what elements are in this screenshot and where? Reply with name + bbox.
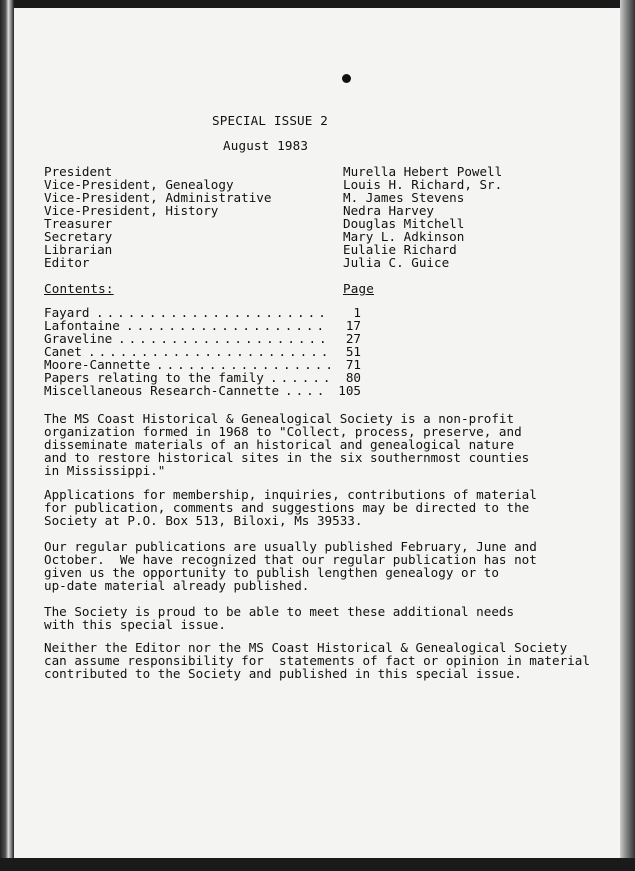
- document-page: [14, 8, 620, 858]
- officer-name: Douglas Mitchell: [343, 216, 465, 231]
- scan-right-edge: [620, 0, 635, 871]
- toc-leader-dots: ......................: [96, 305, 329, 320]
- toc-leader-dots: ...................: [126, 318, 328, 333]
- scan-bottom-edge: [0, 858, 635, 871]
- officer-role: Editor: [44, 255, 90, 270]
- disclaimer-paragraph: Neither the Editor nor the MS Coast Historical & Genealogical Society can assume responsibility for statements of fact or opinion in material contributed to the Society and published in this special issue.: [44, 640, 590, 681]
- officer-role: Secretary: [44, 229, 113, 244]
- toc-page-number: 105: [338, 383, 361, 398]
- officer-name: Mary L. Adkinson: [343, 229, 465, 244]
- ink-spot: [342, 74, 351, 83]
- officer-role: Treasurer: [44, 216, 113, 231]
- toc-page-number: 80: [345, 370, 361, 385]
- toc-title: Lafontaine: [44, 318, 120, 333]
- toc-page-number: 51: [345, 344, 361, 359]
- toc-title: Canet: [44, 344, 82, 359]
- toc-leader-dots: .......................: [88, 344, 332, 359]
- issue-title: SPECIAL ISSUE 2: [212, 113, 328, 128]
- issue-date: August 1983: [223, 138, 309, 153]
- membership-paragraph: Applications for membership, inquiries, contributions of material for publication, comments and suggestions may be directed to the Society at P.O. Box 513, Biloxi, Ms 39533.: [44, 487, 537, 528]
- officer-role: President: [44, 164, 113, 179]
- officer-role: Librarian: [44, 242, 113, 257]
- officer-role: Vice-President, Genealogy: [44, 177, 234, 192]
- toc-page-number: 27: [345, 331, 361, 346]
- toc-leader-dots: ....: [285, 383, 328, 398]
- toc-page-number: 17: [345, 318, 361, 333]
- special-issue-paragraph: The Society is proud to be able to meet these additional needs with this special issue.: [44, 604, 515, 632]
- officer-role: Vice-President, History: [44, 203, 219, 218]
- scan-left-edge: [0, 0, 14, 871]
- publication-paragraph: Our regular publications are usually published February, June and October. We have recognized that our regular publication has not given us the opportunity to publish lengthen genealogy or to up-date material already published.: [44, 539, 537, 593]
- officer-name: Julia C. Guice: [343, 255, 450, 270]
- society-description: The MS Coast Historical & Genealogical Society is a non-profit organization formed in 1968 to "Collect, process, preserve, and disseminate materials of an historical and genealogical nature and to restore historical sites in the six southernmost counties in Mississippi.": [44, 411, 530, 478]
- contents-heading: Contents:: [44, 281, 114, 296]
- toc-leader-dots: ......: [270, 370, 334, 385]
- officer-name: Louis H. Richard, Sr.: [343, 177, 503, 192]
- toc-title: Papers relating to the family: [44, 370, 264, 385]
- toc-page-number: 71: [345, 357, 361, 372]
- toc-page-number: 1: [353, 305, 361, 320]
- toc-title: Moore-Cannette: [44, 357, 151, 372]
- officer-name: M. James Stevens: [343, 190, 465, 205]
- officer-name: Murella Hebert Powell: [343, 164, 503, 179]
- toc-title: Fayard: [44, 305, 90, 320]
- toc-title: Graveline: [44, 331, 113, 346]
- officer-name: Eulalie Richard: [343, 242, 457, 257]
- toc-leader-dots: .................: [156, 357, 336, 372]
- toc-title: Miscellaneous Research-Cannette: [44, 383, 280, 398]
- officer-name: Nedra Harvey: [343, 203, 434, 218]
- toc-leader-dots: ....................: [118, 331, 330, 346]
- officer-role: Vice-President, Administrative: [44, 190, 272, 205]
- page-heading: Page: [343, 281, 374, 296]
